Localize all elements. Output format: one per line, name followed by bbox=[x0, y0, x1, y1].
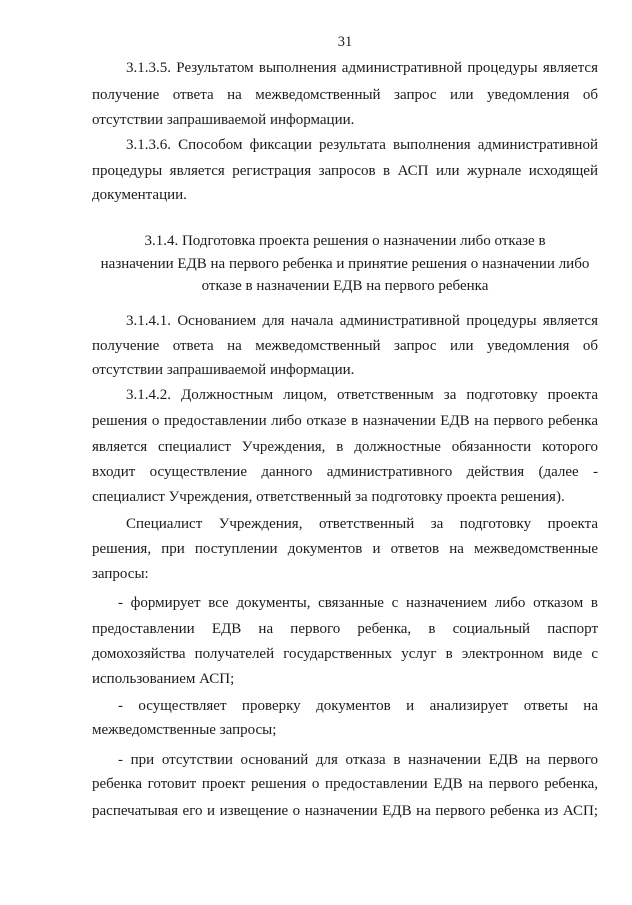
section-heading-line: назначении ЕДВ на первого ребенка и принятие решения о назначении либо bbox=[100, 256, 590, 272]
list-item-line: предоставлении ЕДВ на первого ребенка, в социальный паспорт bbox=[92, 621, 598, 637]
paragraph-line: решения, при поступлении документов и ответов на межведомственные bbox=[92, 541, 598, 557]
paragraph-line: специалист Учреждения, ответственный за подготовку проекта решения). bbox=[92, 489, 565, 505]
paragraph-line: 3.1.3.5. Результатом выполнения административной процедуры является bbox=[126, 60, 598, 76]
paragraph-line: 3.1.4.2. Должностным лицом, ответственным за подготовку проекта bbox=[126, 387, 598, 403]
list-item-line: использованием АСП; bbox=[92, 671, 235, 687]
paragraph-line: 3.1.4.1. Основанием для начала административной процедуры является bbox=[126, 313, 598, 329]
list-item-line: - формирует все документы, связанные с назначением либо отказом в bbox=[118, 595, 598, 611]
list-item-line: межведомственные запросы; bbox=[92, 722, 277, 738]
paragraph-line: входит осуществление данного административного действия (далее - bbox=[92, 464, 598, 480]
paragraph-line: 3.1.3.6. Способом фиксации результата выполнения административной bbox=[126, 137, 598, 153]
page-number: 31 bbox=[337, 34, 353, 50]
list-item-line: домохозяйства получателей государственных услуг в электронном виде с bbox=[92, 646, 598, 662]
paragraph-line: процедуры является регистрация запросов в АСП или журнале исходящей bbox=[92, 163, 598, 179]
paragraph-line: отсутствии запрашиваемой информации. bbox=[92, 362, 355, 378]
paragraph-line: решения о предоставлении либо отказе в назначении ЕДВ на первого ребенка bbox=[92, 413, 598, 429]
paragraph-line: получение ответа на межведомственный запрос или уведомления об bbox=[92, 338, 598, 354]
list-item-line: - осуществляет проверку документов и анализирует ответы на bbox=[118, 698, 598, 714]
list-item-line: - при отсутствии оснований для отказа в назначении ЕДВ на первого bbox=[118, 752, 598, 768]
paragraph-line: является специалист Учреждения, в должностные обязанности которого bbox=[92, 439, 598, 455]
section-heading-line: отказе в назначении ЕДВ на первого ребенка bbox=[201, 278, 489, 294]
paragraph-line: документации. bbox=[92, 187, 187, 203]
paragraph-line: запросы: bbox=[92, 566, 149, 582]
paragraph-line: отсутствии запрашиваемой информации. bbox=[92, 112, 355, 128]
section-heading-line: 3.1.4. Подготовка проекта решения о назначении либо отказе в bbox=[144, 233, 546, 249]
list-item-line: распечатывая его и извещение о назначении ЕДВ на первого ребенка из АСП; bbox=[92, 803, 598, 819]
list-item-line: ребенка готовит проект решения о предоставлении ЕДВ на первого ребенка, bbox=[92, 776, 598, 792]
paragraph-line: получение ответа на межведомственный запрос или уведомления об bbox=[92, 87, 598, 103]
paragraph-line: Специалист Учреждения, ответственный за подготовку проекта bbox=[126, 516, 598, 532]
